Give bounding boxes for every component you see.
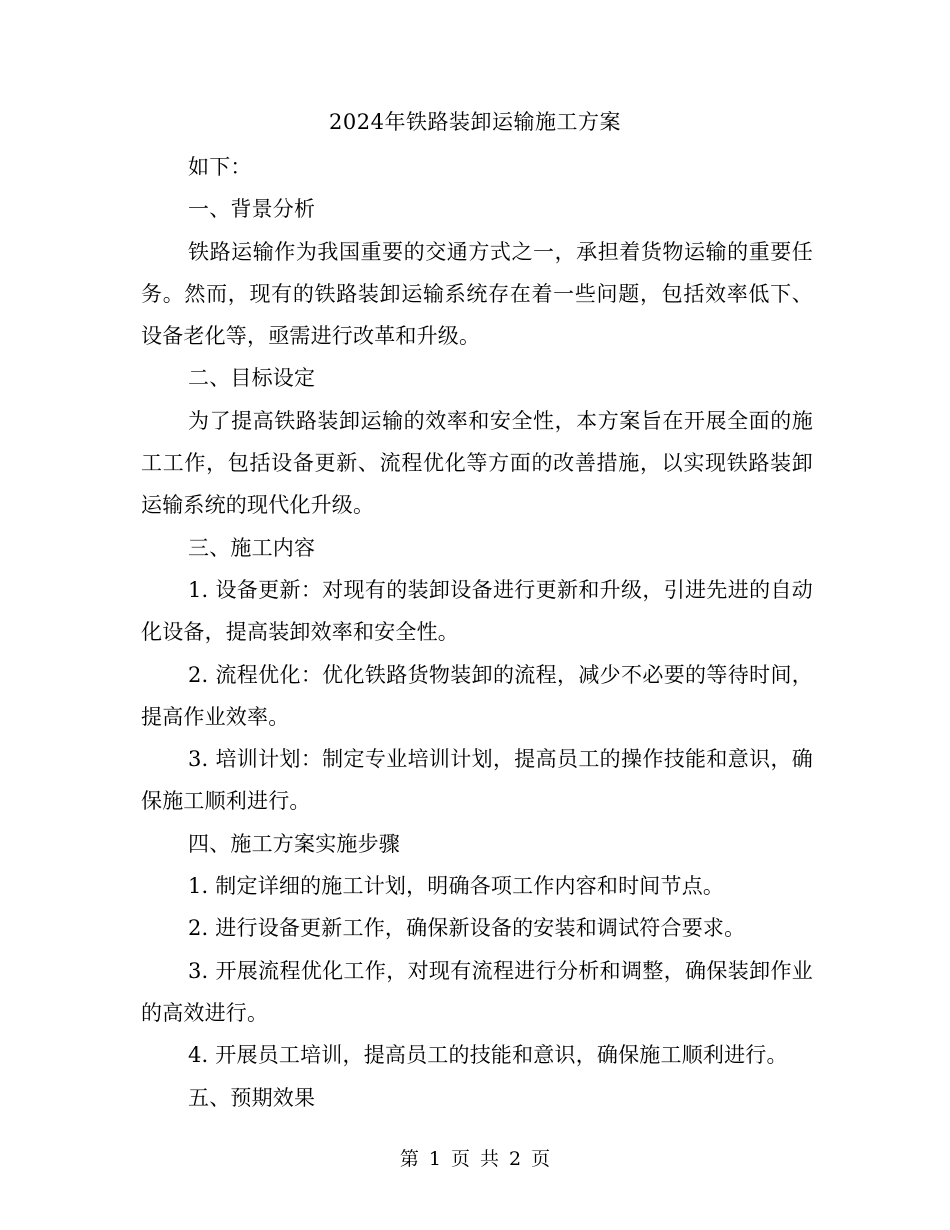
section-heading-content: 三、施工内容 [188,535,316,560]
page-number-footer: 第 1 页 共 2 页 [399,1148,551,1170]
intro-paragraph: 如下： [188,155,252,179]
step-item-2: 2. 进行设备更新工作，确保新设备的安装和调试符合要求。 [188,916,746,941]
document-body [141,146,813,1119]
step-item-4: 4. 开展员工培训，提高员工的技能和意识，确保施工顺利进行。 [188,1043,788,1068]
content-item-1: 1. 设备更新：对现有的装卸设备进行更新和升级，引进先进的自动化设备，提高装卸效率和安全性。 [141,577,813,645]
step-item-3: 3. 开展流程优化工作，对现有流程进行分析和调整，确保装卸作业的高效进行。 [141,958,813,1025]
content-item-2: 2. 流程优化：优化铁路货物装卸的流程，减少不必要的等待时间，提高作业效率。 [141,662,813,729]
section-heading-expected: 五、预期效果 [188,1085,316,1110]
document-title: 2024年铁路装卸运输施工方案 [329,110,621,134]
section-heading-background: 一、背景分析 [188,197,316,222]
goals-paragraph: 为了提高铁路装卸运输的效率和安全性，本方案旨在开展全面的施工工作，包括设备更新、流程优化等方面的改善措施，以实现铁路装卸运输系统的现代化升级。 [141,408,813,518]
section-heading-steps: 四、施工方案实施步骤 [188,831,400,856]
content-item-3: 3. 培训计划：制定专业培训计划，提高员工的操作技能和意识，确保施工顺利进行。 [141,747,813,814]
background-paragraph: 铁路运输作为我国重要的交通方式之一，承担着货物运输的重要任务。然而，现有的铁路装卸运输系统存在着一些问题，包括效率低下、设备老化等，亟需进行改革和升级。 [141,239,813,349]
section-heading-goals: 二、目标设定 [188,366,316,391]
step-item-1: 1. 制定详细的施工计划，明确各项工作内容和时间节点。 [188,874,725,899]
